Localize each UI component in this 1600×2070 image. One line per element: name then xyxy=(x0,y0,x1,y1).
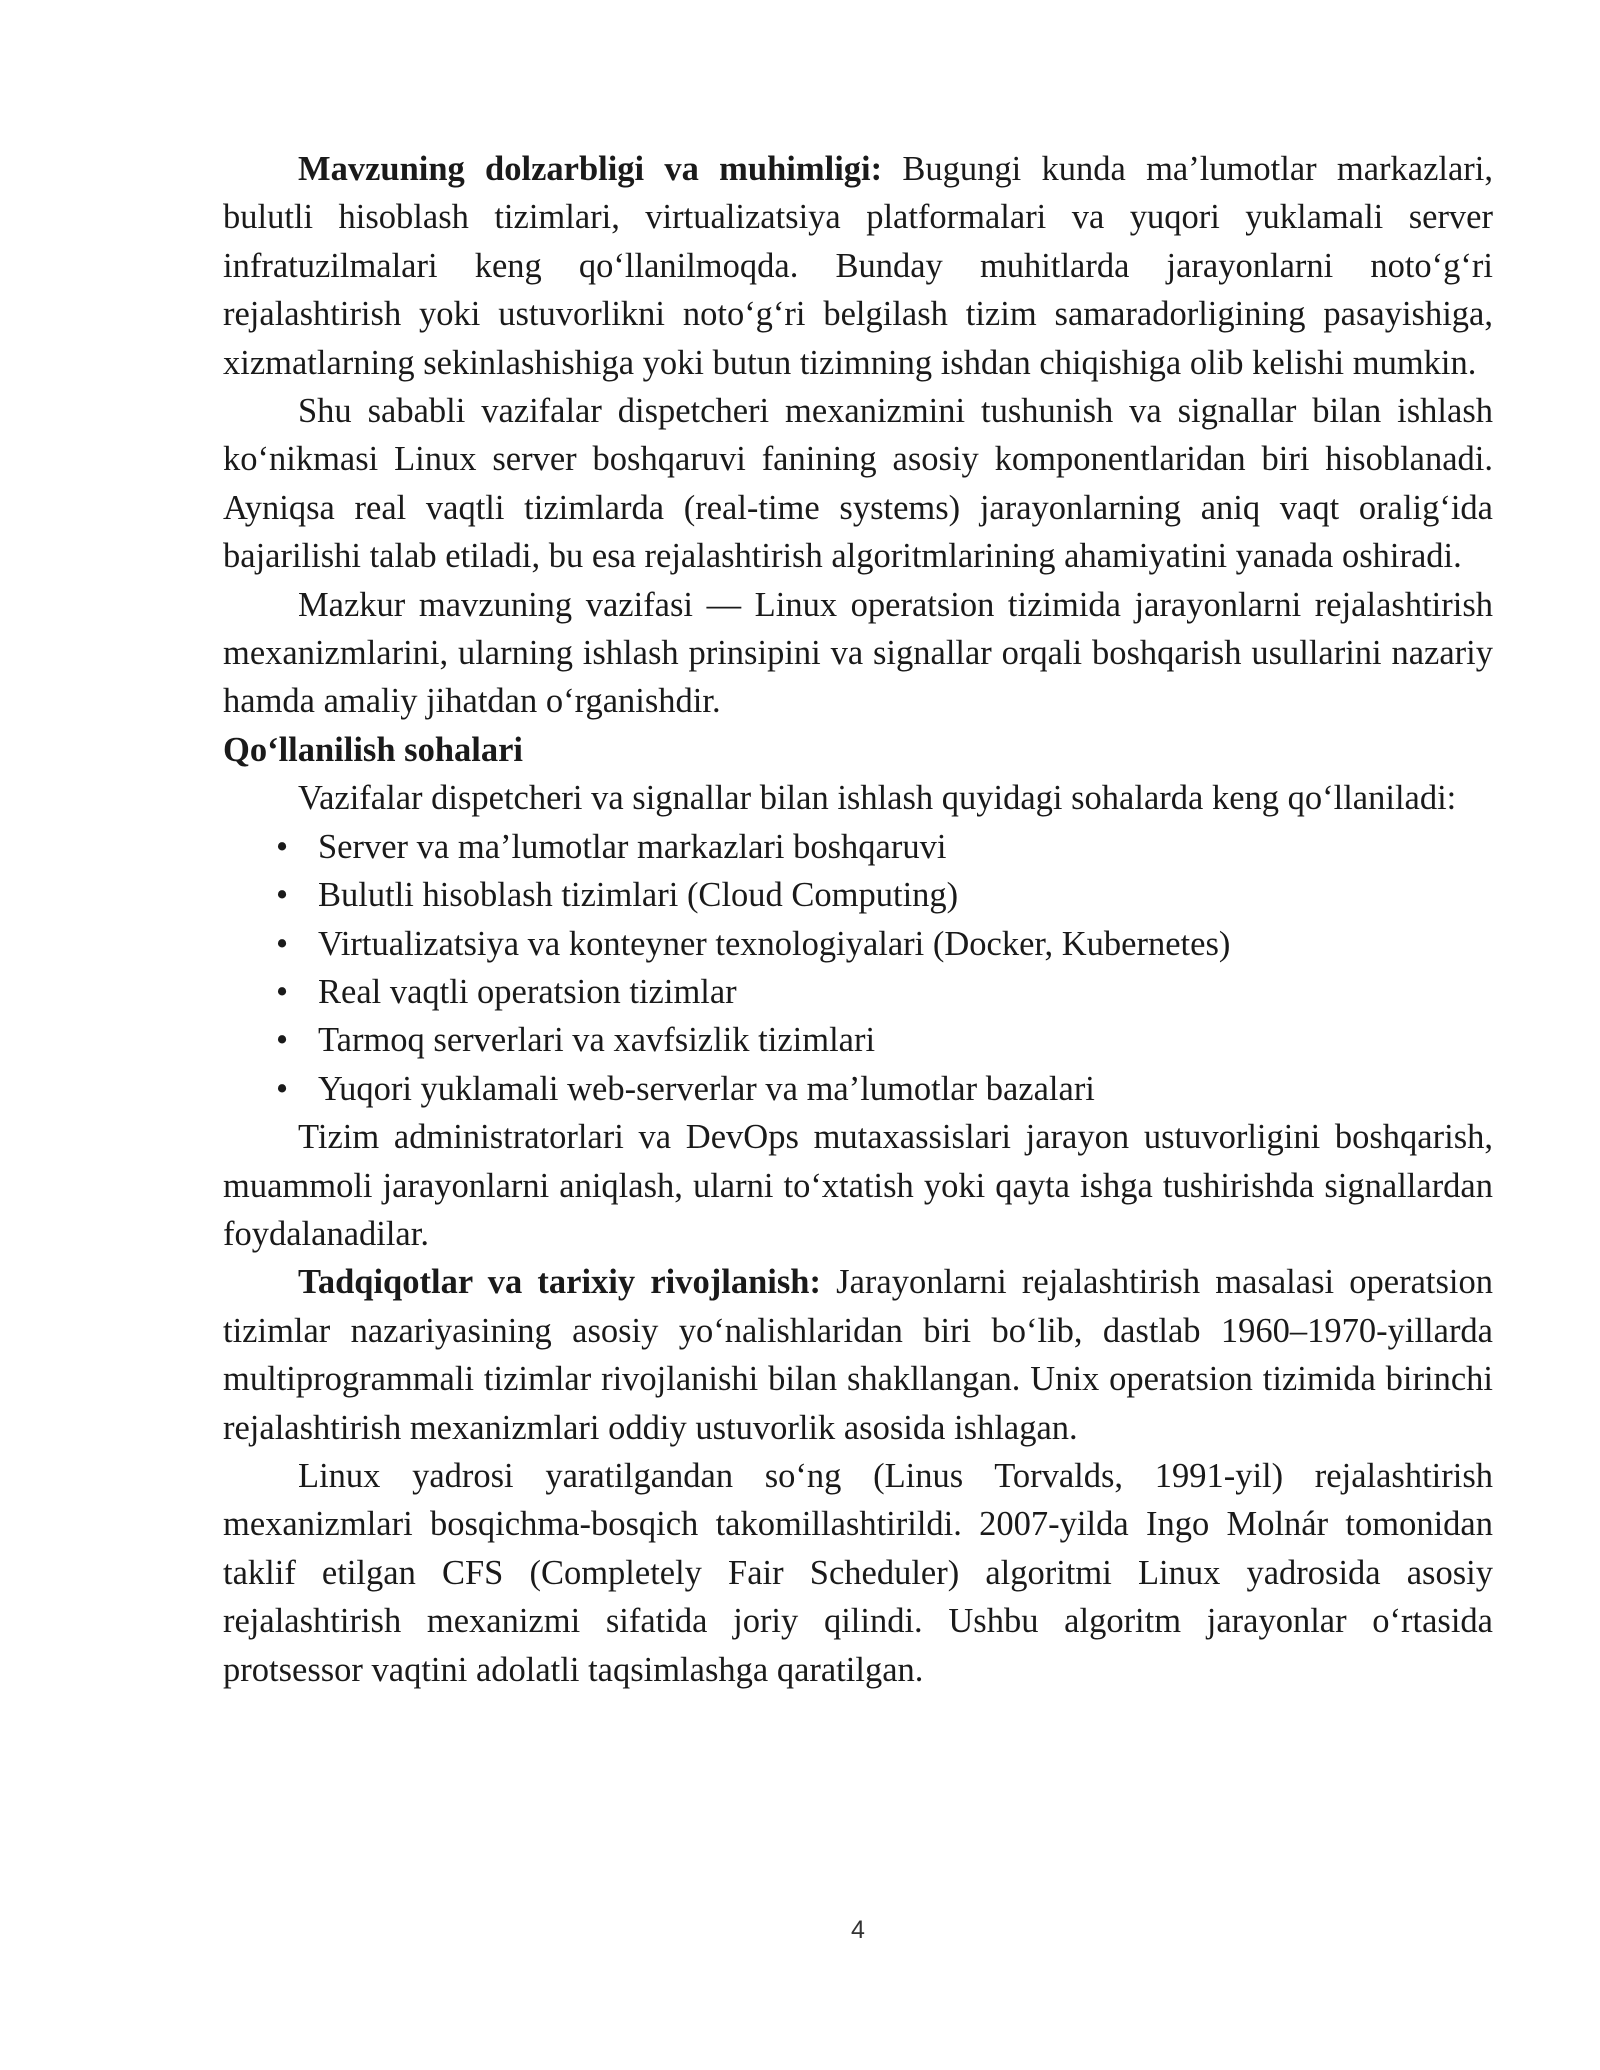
list-item xyxy=(223,823,1493,871)
list-item-text: Bulutli hisoblash tizimlari (Cloud Computing) xyxy=(318,876,959,915)
paragraph-history-lead: Tadqiqotlar va tarixiy rivojlanish: xyxy=(298,1263,821,1302)
list-item xyxy=(223,871,1493,919)
page-content xyxy=(223,145,1493,1694)
paragraph-applications-intro: Vazifalar dispetcheri va signallar bilan ishlash quyidagi sohalarda keng qo‘llaniladi: xyxy=(298,779,1457,818)
page-number: 4 xyxy=(851,1916,865,1944)
list-item-text: Tarmoq serverlari va xavfsizlik tizimlari xyxy=(318,1021,876,1060)
bullet-icon: • xyxy=(275,876,289,915)
paragraph-history-text: Jarayonlarni rejalashtirish masalasi operatsion tizimlar nazariyasining asosiy yo‘nalishlaridan biri bo‘lib, dastlab 1960–1970-yillarda multiprogrammali tizimlar rivojlanishi bilan shakllangan. Unix operatsion tizimida birinchi rejalashtirish mexanizmlari oddiy ustuvorlik asosida ishlagan. xyxy=(223,1263,1494,1447)
bullet-icon: • xyxy=(275,1021,289,1060)
applications-bullet-list xyxy=(223,823,1493,1113)
list-item-text: Real vaqtli operatsion tizimlar xyxy=(318,972,737,1011)
paragraph-linux-cfs: Linux yadrosi yaratilgandan so‘ng (Linus Torvalds, 1991-yil) rejalashtirish mexanizmlari bosqichma-bosqich takomillashtirildi. 2007-yilda Ingo Molnár tomonidan taklif etilgan CFS (Completely Fair Scheduler) algoritmi Linux yadrosida asosiy rejalashtirish mexanizmi sifatida joriy qilindi. Ushbu algoritm jarayonlar o‘rtasida protsessor vaqtini adolatli taqsimlashga qaratilgan. xyxy=(223,1456,1493,1689)
list-item-text: Yuqori yuklamali web-serverlar va ma’lumotlar bazalari xyxy=(318,1069,1095,1108)
bullet-icon: • xyxy=(275,972,289,1011)
bullet-icon: • xyxy=(275,924,289,963)
paragraph-relevance-lead: Mavzuning dolzarbligi va muhimligi: xyxy=(298,150,883,188)
section-heading-applications: Qo‘llanilish sohalari xyxy=(223,730,524,769)
list-item xyxy=(223,920,1493,968)
list-item xyxy=(223,1016,1493,1064)
paragraph-task-statement: Mazkur mavzuning vazifasi — Linux operatsion tizimida jarayonlarni rejalashtirish mexanizmlarini, ularning ishlash prinsipini va signallar orqali boshqarish usullarini nazariy hamda amaliy jihatdan o‘rganishdir. xyxy=(223,585,1493,721)
list-item-text: Virtualizatsiya va konteyner texnologiyalari (Docker, Kubernetes) xyxy=(318,924,1231,963)
list-item xyxy=(223,968,1493,1016)
bullet-icon: • xyxy=(275,827,289,866)
list-item xyxy=(223,1065,1493,1113)
paragraph-scheduler-importance: Shu sababli vazifalar dispetcheri mexanizmini tushunish va signallar bilan ishlash ko‘nikmasi Linux server boshqaruvi fanining asosiy komponentlaridan biri hisoblanadi. Ayniqsa real vaqtli tizimlarda (real-time systems) jarayonlarning aniq vaqt oralig‘ida bajarilishi talab etiladi, bu esa rejalashtirish algoritmlarining ahamiyatini yanada oshiradi. xyxy=(223,392,1493,576)
bullet-icon: • xyxy=(275,1069,289,1108)
paragraph-admin-usage: Tizim administratorlari va DevOps mutaxassislari jarayon ustuvorligini boshqarish, muammoli jarayonlarni aniqlash, ularni to‘xtatish yoki qayta ishga tushirishda signallardan foydalanadilar. xyxy=(223,1118,1493,1253)
list-item-text: Server va ma’lumotlar markazlari boshqaruvi xyxy=(318,827,947,866)
paragraph-relevance-text: Bugungi kunda ma’lumotlar markazlari, bulutli hisoblash tizimlari, virtualizatsiya platformalari va yuqori yuklamali server infratuzilmalari keng qo‘llanilmoqda. Bunday muhitlarda jarayonlarni noto‘g‘ri rejalashtirish yoki ustuvorlikni noto‘g‘ri belgilash tizim samaradorligining pasayishiga, xizmatlarning sekinlashishiga yoki butun tizimning ishdan chiqishiga olib kelishi mumkin. xyxy=(223,150,1493,382)
paragraph-relevance xyxy=(223,145,1493,387)
paragraph-history xyxy=(223,1258,1493,1452)
